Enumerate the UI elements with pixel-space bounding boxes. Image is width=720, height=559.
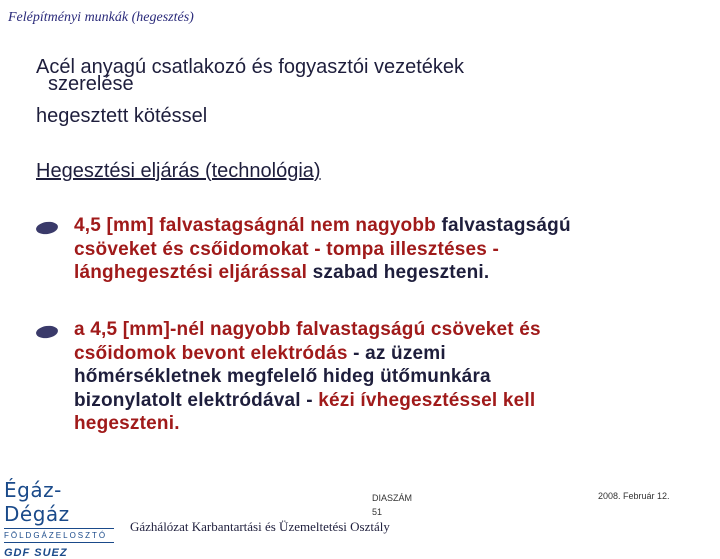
bullet-2-text-blue: - az üzemi xyxy=(347,342,446,364)
slide-number: 51 xyxy=(372,507,383,517)
logo-divider xyxy=(4,542,114,543)
footer-date: 2008. Február 12. xyxy=(598,491,670,501)
bullet-1-text-blue: falvastagságú xyxy=(435,215,571,236)
footer-department: Gázhálózat Karbantartási és Üzemeltetési Osztály xyxy=(130,519,390,534)
bullet-1-text-red: csöveket és csőidomokat - tompa illesztéses - xyxy=(74,238,500,260)
logo-name: Égáz-Dégáz xyxy=(4,478,70,526)
bullet-icon xyxy=(35,325,58,340)
logo-gdf-suez: GDF SUEZ xyxy=(4,547,68,559)
slide-header: Felépítményi munkák (hegesztés) xyxy=(8,10,194,25)
title-line-2: szerelése xyxy=(48,73,134,95)
bullet-text-1 xyxy=(74,214,676,285)
bullet-2-text-red: kézi ívhegesztéssel kell xyxy=(318,389,536,411)
bullet-1-text-red: lánghegesztési eljárással xyxy=(74,262,308,283)
bullet-2-text-blue: hőmérsékletnek megfelelő hideg ütőmunkára xyxy=(74,366,491,387)
slide-number-label: DIASZÁM xyxy=(372,493,413,503)
bullet-item-1 xyxy=(36,214,676,285)
bullet-text-2 xyxy=(74,318,676,436)
logo-subtitle: FÖLDGÁZELOSZTÓ xyxy=(4,531,108,540)
slide-title xyxy=(36,56,676,127)
logo-divider xyxy=(4,528,114,529)
section-heading: Hegesztési eljárás (technológia) xyxy=(36,160,321,182)
company-logo xyxy=(4,478,122,559)
bullet-2-text-red: hegeszteni. xyxy=(74,413,180,434)
bullet-item-2 xyxy=(36,318,676,436)
bullet-icon xyxy=(35,221,58,236)
bullet-2-text-blue: bizonylatolt elektródával - xyxy=(74,389,319,411)
bullet-1-text-blue: szabad hegeszteni. xyxy=(307,262,490,283)
bullet-1-text-red: 4,5 [mm] falvastagságnál nem nagyobb xyxy=(74,215,436,236)
title-line-1: Acél anyagú csatlakozó és fogyasztói vezetékek xyxy=(36,56,465,78)
bullet-2-text-red: a 4,5 [mm]-nél nagyobb falvastagságú csöveket és xyxy=(74,319,541,340)
bullet-2-text-red: csőidomok bevont elektródás xyxy=(74,342,348,364)
title-line-3: hegesztett kötéssel xyxy=(36,105,208,127)
